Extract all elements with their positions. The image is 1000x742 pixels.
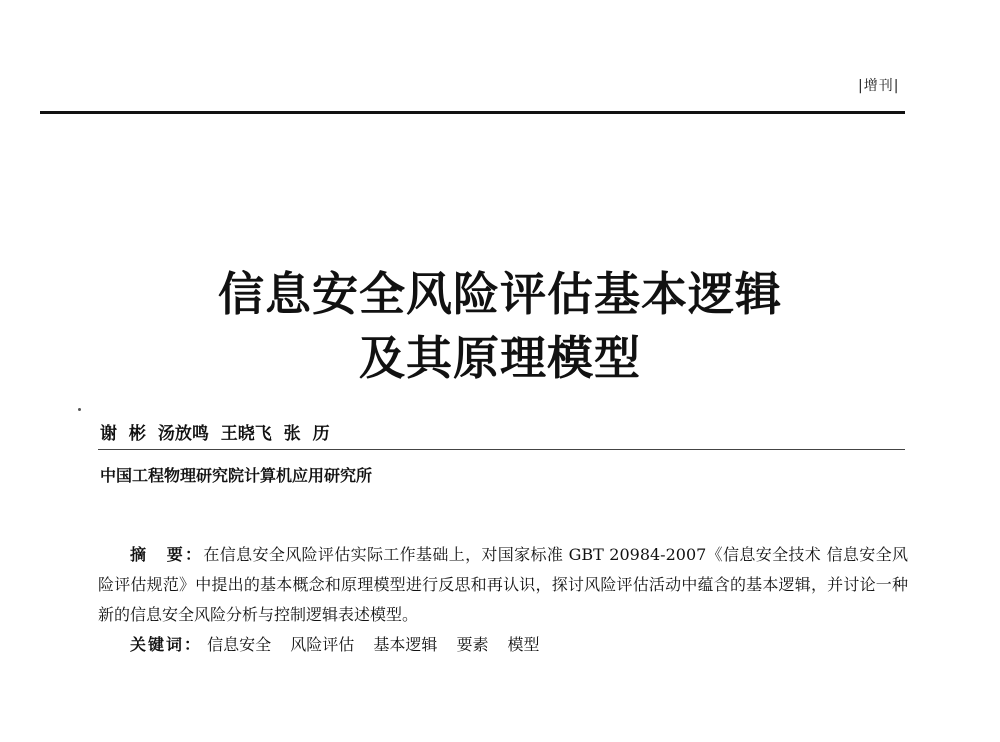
keyword-item: 模型 bbox=[507, 635, 540, 654]
keyword-item: 基本逻辑 bbox=[373, 635, 438, 654]
abstract-paragraph bbox=[98, 540, 908, 630]
keyword-item: 要素 bbox=[456, 635, 489, 654]
author-list: 谢 彬 汤放鸣 王晓飞 张 历 bbox=[100, 424, 330, 444]
author-divider bbox=[98, 449, 905, 450]
abstract-label: 摘 要： bbox=[130, 545, 204, 564]
abstract-block bbox=[98, 540, 908, 630]
header-rule bbox=[40, 111, 905, 114]
abstract-text: 在信息安全风险评估实际工作基础上，对国家标准 GBT 20984-2007《信息安全技术 信息安全风险评估规范》中提出的基本概念和原理模型进行反思和再认识，探讨风险评估活动中蕴含的基本逻辑，并讨论一种新的信息安全风险分析与控制逻辑表述模型。 bbox=[98, 545, 908, 624]
keyword-item: 风险评估 bbox=[290, 635, 355, 654]
affiliation: 中国工程物理研究院计算机应用研究所 bbox=[100, 466, 373, 485]
paper-title-line-2: 及其原理模型 bbox=[359, 331, 641, 385]
keywords-line bbox=[130, 632, 554, 655]
keywords-label: 关键词： bbox=[130, 635, 203, 654]
journal-issue-tag: |增刊| bbox=[858, 78, 900, 94]
scan-speck bbox=[78, 408, 81, 411]
paper-title-line-1: 信息安全风险评估基本逻辑 bbox=[218, 267, 782, 321]
keyword-item: 信息安全 bbox=[207, 635, 272, 654]
